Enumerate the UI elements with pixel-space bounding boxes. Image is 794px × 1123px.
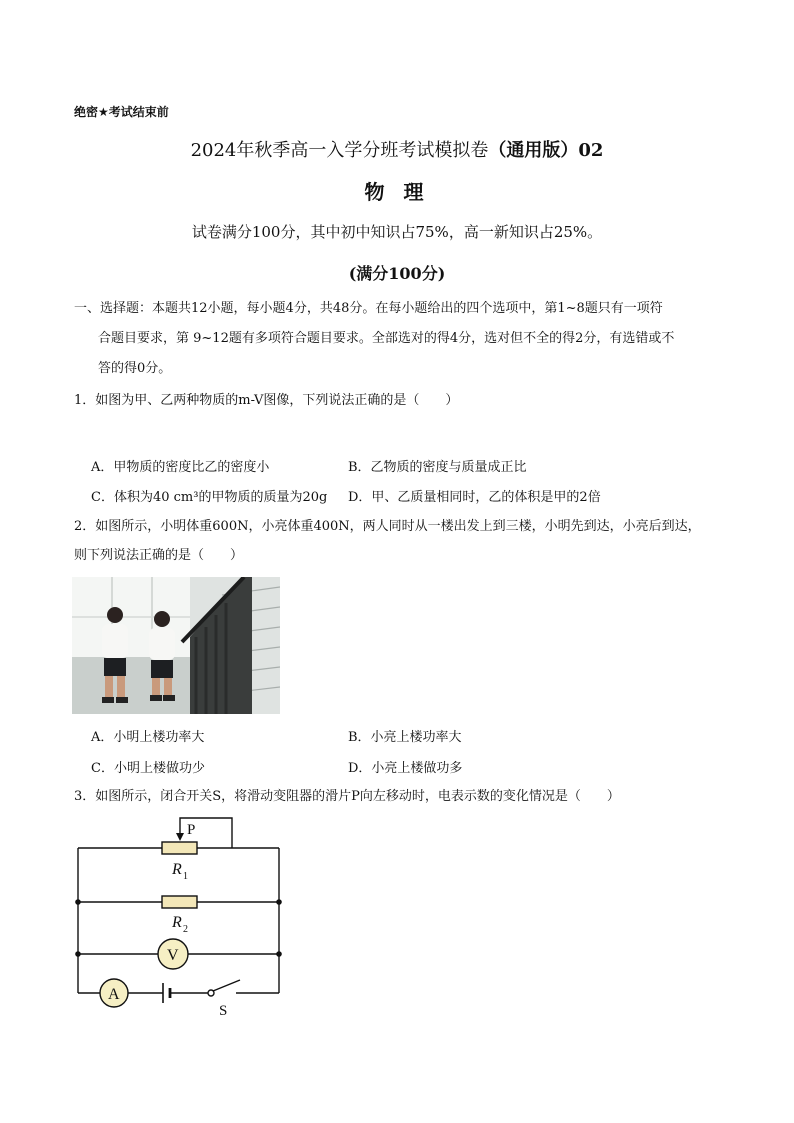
section-instructions-line3: 答的得0分。 xyxy=(98,361,172,376)
question-3-stem: 3．如图所示，闭合开关S，将滑动变阻器的滑片P向左移动时，电表示数的变化情况是（ ） xyxy=(74,789,620,804)
r1-label: R xyxy=(172,861,182,878)
question-2-option-b: B．小亮上楼功率大 xyxy=(348,730,462,745)
circuit-diagram xyxy=(70,815,290,1020)
question-2-option-a: A．小明上楼功率大 xyxy=(91,730,205,745)
slider-label-p: P xyxy=(187,822,196,838)
r2-subscript: 2 xyxy=(183,924,188,935)
switch-label: S xyxy=(219,1003,228,1019)
question-2-option-c: C．小明上楼做功少 xyxy=(91,761,205,776)
stairs-photo xyxy=(72,577,280,714)
confidential-mark: 绝密★考试结束前 xyxy=(74,105,169,119)
ammeter-label: A xyxy=(108,986,120,1003)
question-1-option-c: C．体积为40 cm³的甲物质的质量为20g xyxy=(91,490,328,505)
subject-heading: 物 理 xyxy=(364,180,430,204)
section-instructions-line2: 合题目要求，第 9~12题有多项符合题目要求。全部选对的得4分，选对但不全的得2分，有选错或不 xyxy=(98,331,675,346)
r1-subscript: 1 xyxy=(183,871,188,882)
question-2-stem-line1: 2．如图所示，小明体重600N，小亮体重400N，两人同时从一楼出发上到三楼，小明先到达，小亮后到达， xyxy=(74,519,701,534)
section-instructions-line1: 一、选择题：本题共12小题，每小题4分，共48分。在每小题给出的四个选项中，第1~8题只有一项符 xyxy=(74,301,663,316)
r2-label: R xyxy=(172,914,182,931)
question-1-option-b: B．乙物质的密度与质量成正比 xyxy=(348,460,527,475)
exam-title xyxy=(0,136,794,162)
question-1-option-d: D．甲、乙质量相同时，乙的体积是甲的2倍 xyxy=(348,490,601,505)
question-2-option-d: D．小亮上楼做功多 xyxy=(348,761,463,776)
question-1-option-a: A．甲物质的密度比乙的密度小 xyxy=(91,460,270,475)
voltmeter-label: V xyxy=(167,947,179,964)
full-score: (满分100分) xyxy=(348,264,446,283)
title-suffix: （通用版）02 xyxy=(488,140,604,161)
question-1-stem: 1．如图为甲、乙两种物质的m-V图像，下列说法正确的是（ ） xyxy=(74,393,459,408)
title-main: 2024年秋季高一入学分班考试模拟卷 xyxy=(190,140,489,161)
question-2-stem-line2: 则下列说法正确的是（ ） xyxy=(74,548,244,563)
score-note: 试卷满分100分，其中初中知识占75%，高一新知识占25%。 xyxy=(191,223,603,241)
